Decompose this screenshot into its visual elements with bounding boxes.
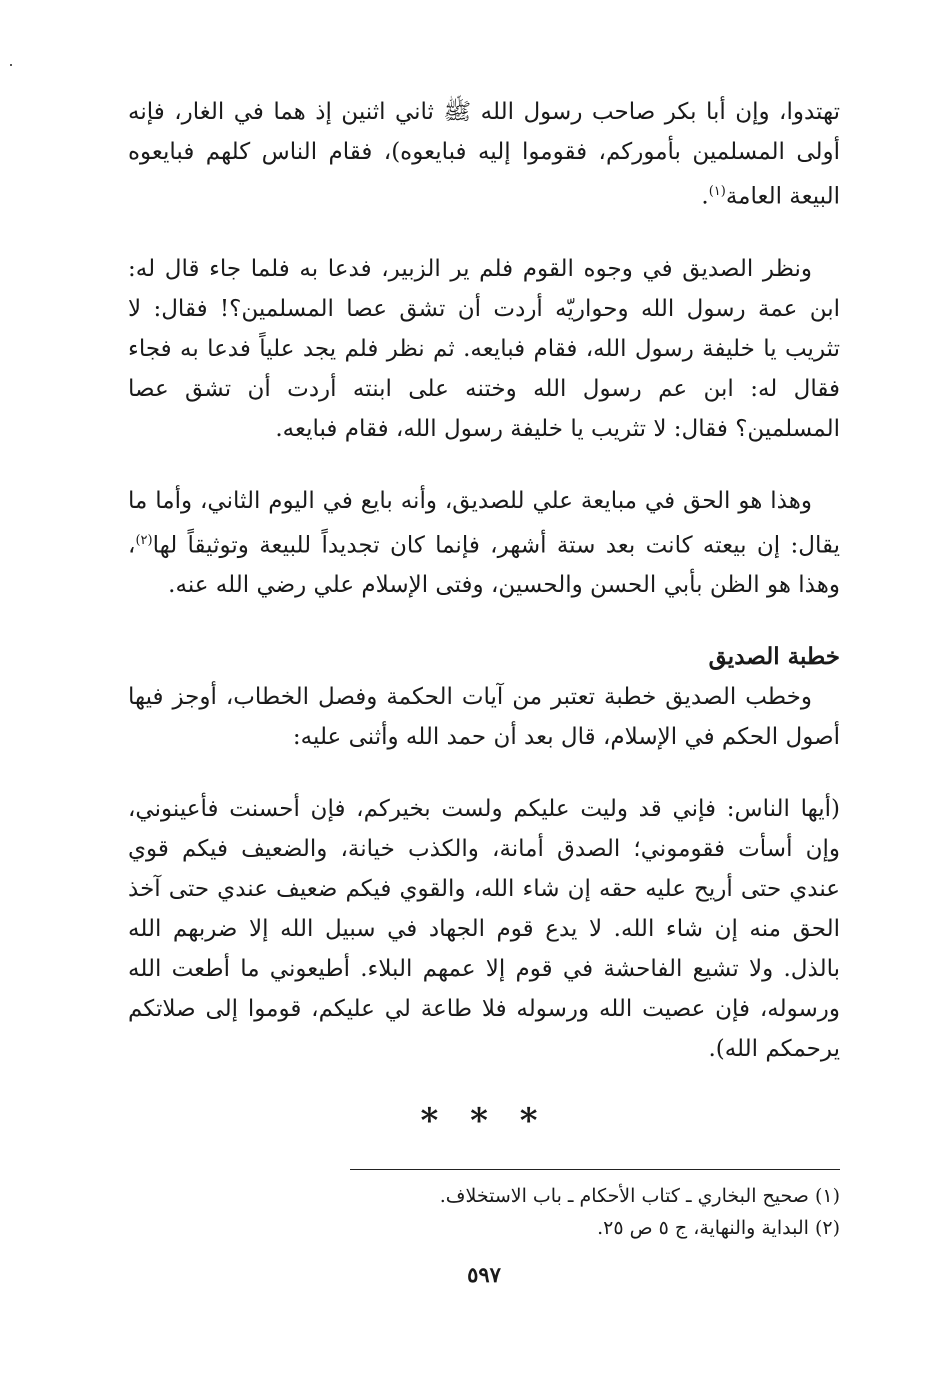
paragraph-3-text-b: ، وهذا هو الظن بأبي الحسن والحسين، وفتى الإسلام علي رضي الله عنه. [128,532,840,599]
paragraph-4 [128,677,840,757]
paragraph-2 [128,249,840,449]
paragraph-1-end: . [701,183,709,210]
paragraph-2-text: ونظر الصديق في وجوه القوم فلم ير الزبير، فدعا به فلما جاء قال له: ابن عمة رسول الله وحواريّه أردت أن تشق عصا المسلمين؟! فقال: لا تثريب يا خليفة رسول الله، فقام فبايعه. ثم نظر فلم يجد علياً فدعا به فجاء فقال له: ابن عم رسول الله وختنه على ابنته أردت أن تشق عصا المسلمين؟ فقال: لا تثريب يا خليفة رسول الله، فقام فبايعه. [128,255,840,442]
section-separator: * * * [420,1101,548,1142]
footnote-ref-2[interactable]: (٢) [135,532,153,548]
scan-speck [10,64,12,66]
section-heading: خطبة الصديق [708,643,840,671]
paragraph-1-text: تهتدوا، وإن أبا بكر صاحب رسول الله ﷺ ثاني اثنين إذ هما في الغار، فإنه أولى المسلمين بأموركم، فقوموا إليه فبايعوه)، فقام الناس كلهم فبايعوه البيعة العامة [128,99,840,210]
page-number: ٥٩٧ [467,1262,501,1288]
footnote-ref-1[interactable]: (١) [708,184,726,199]
footnote-rule [350,1169,840,1170]
paragraph-5-text: (أيها الناس: فإني قد وليت عليكم ولست بخيركم، فإن أحسنت فأعينوني، وإن أسأت فقوموني؛ الصدق أمانة، والكذب خيانة، والضعيف فيكم قوي عندي حتى أريح عليه حقه إن شاء الله، والقوي فيكم ضعيف عندي حتى آخذ الحق منه إن شاء الله. لا يدع قوم الجهاد في سبيل الله إلا ضربهم الله بالذل. ولا تشيع الفاحشة في قوم إلا عمهم البلاء. أطيعوني ما أطعت الله ورسوله، فإن عصيت الله ورسوله فلا طاعة لي عليكم، قوموا إلى صلاتكم يرحمكم الله). [128,796,840,1063]
paragraph-3-text-a: وهذا هو الحق في مبايعة علي للصديق، وأنه بايع في اليوم الثاني، وأما ما يقال: إن بيعته كانت بعد ستة أشهر، فإنما كان تجديداً للبيعة وتوثيقاً لها [128,487,840,559]
paragraph-1 [128,92,840,217]
footnote-2: (٢) البداية والنهاية، ج ٥ ص ٢٥. [597,1217,840,1240]
footnote-1: (١) صحيح البخاري ـ كتاب الأحكام ـ باب الاستخلاف. [439,1185,840,1208]
paragraph-5 [128,789,840,1069]
paragraph-4-text: وخطب الصديق خطبة تعتبر من آيات الحكمة وفصل الخطاب، أوجز فيها أصول الحكم في الإسلام، قال بعد أن حمد الله وأثنى عليه: [128,684,840,751]
paragraph-3 [128,481,840,606]
book-page [128,92,840,1287]
